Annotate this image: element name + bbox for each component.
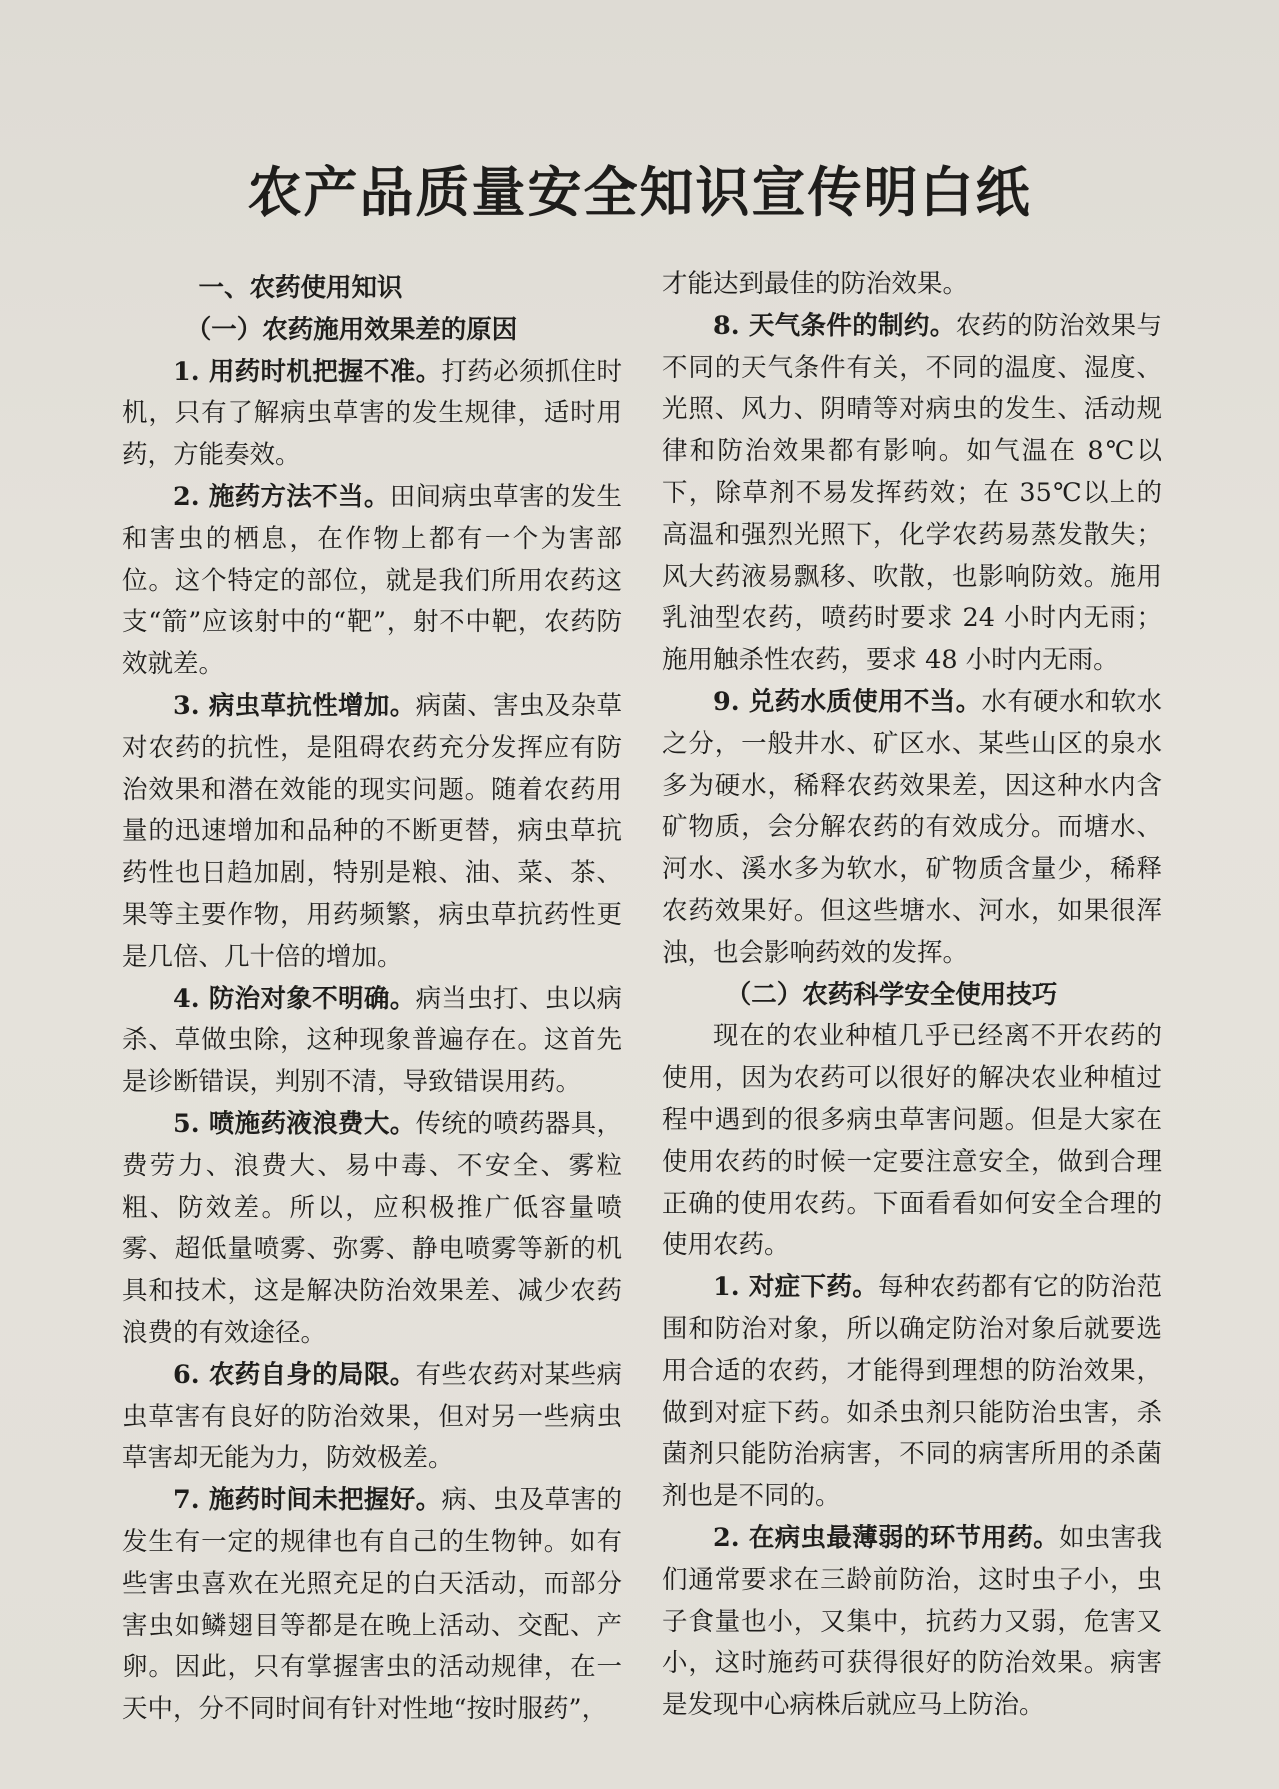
paragraph-lead: 4. 防治对象不明确。 (173, 983, 416, 1014)
paragraph (122, 686, 622, 979)
paragraph-lead: 2. 施药方法不当。 (173, 481, 390, 512)
paragraph (122, 352, 622, 477)
paragraph (122, 1480, 622, 1731)
paragraph-text: 病、虫及草害的发生有一定的规律也有自己的生物钟。如有些害虫喜欢在光照充足的白天活动，而部分害虫如鳞翅目等都是在晚上活动、交配、产卵。因此，只有掌握害虫的活动规律，在一天中，分不同时间有针对性地“按时服药”， (122, 1485, 622, 1725)
paragraph (122, 1104, 622, 1355)
paragraph (662, 1267, 1162, 1518)
paragraph-text: 水有硬水和软水之分，一般井水、矿区水、某些山区的泉水多为硬水，稀释农药效果差，因这种水内含矿物质，会分解农药的有效成分。而塘水、河水、溪水多为软水，矿物质含量少，稀释农药效果好。但这些塘水、河水，如果很浑浊，也会影响药效的发挥。 (662, 686, 1162, 968)
subsection-heading: （二）农药科学安全使用技巧 (725, 979, 1058, 1010)
paragraph-text: 病当虫打、虫以病杀、草做虫除，这种现象普遍存在。这首先是诊断错误，判别不清，导致错误用药。 (122, 983, 622, 1098)
paragraph (122, 1355, 622, 1480)
paragraph (662, 682, 1162, 975)
paragraph-lead: 8. 天气条件的制约。 (713, 310, 956, 341)
paragraph (122, 979, 622, 1104)
paragraph (662, 1518, 1162, 1727)
paragraph-text: 如虫害我们通常要求在三龄前防治，这时虫子小，虫子食量也小，又集中，抗药力又弱，危害又小，这时施药可获得很好的防治效果。病害是发现中心病株后就应马上防治。 (662, 1522, 1162, 1721)
intro-paragraph: 现在的农业种植几乎已经离不开农药的使用，因为农药可以很好的解决农业种植过程中遇到的很多病虫草害问题。但是大家在使用农药的时候一定要注意安全，做到合理正确的使用农药。下面看看如何安全合理的使用农药。 (662, 1021, 1162, 1261)
section-heading: 一、农药使用知识 (198, 273, 403, 303)
paragraph-text: 田间病虫草害的发生和害虫的栖息，在作物上都有一个为害部位。这个特定的部位，就是我们所用农药这支“箭”应该射中的“靶”，射不中靶，农药防效就差。 (122, 481, 622, 680)
paragraph-text: 传统的喷药器具，费劳力、浪费大、易中毒、不安全、雾粒粗、防效差。所以，应积极推广低容量喷雾、超低量喷雾、弥雾、静电喷雾等新的机具和技术，这是解决防治效果差、减少农药浪费的有效途径。 (122, 1108, 622, 1348)
paragraph-lead: 9. 兑药水质使用不当。 (713, 686, 982, 717)
paragraph (122, 477, 622, 686)
paragraph-lead: 6. 农药自身的局限。 (173, 1359, 416, 1390)
paragraph-lead: 5. 喷施药液浪费大。 (173, 1108, 416, 1139)
paragraph-text: 每种农药都有它的防治范围和防治对象，所以确定防治对象后就要选用合适的农药，才能得到理想的防治效果，做到对症下药。如杀虫剂只能防治虫害，杀菌剂只能防治病害，不同的病害所用的杀菌剂也是不同的。 (662, 1272, 1162, 1512)
paragraph (662, 306, 1162, 682)
paragraph-text: 农药的防治效果与不同的天气条件有关，不同的温度、湿度、光照、风力、阴晴等对病虫的发生、活动规律和防治效果都有影响。如气温在 8℃以下，除草剂不易发挥药效；在 35℃以上的高温和强烈光照下，化学农药易蒸发散失；风大药液易飘移、吹散，也影响防效。施用乳油型农药，喷药时要求 24 小时内无雨；施用触杀性农药，要求 48 小时内无雨。 (662, 310, 1162, 676)
paragraph-lead: 7. 施药时间未把握好。 (173, 1485, 442, 1516)
paragraph-text: 有些农药对某些病虫草害有良好的防治效果，但对另一些病虫草害却无能为力，防效极差。 (122, 1359, 622, 1474)
paragraph-lead: 1. 对症下药。 (713, 1272, 879, 1303)
continuation-text: 才能达到最佳的防治效果。 (662, 269, 969, 299)
subsection-heading: （一）农药施用效果差的原因 (185, 314, 518, 345)
paragraph-lead: 1. 用药时机把握不准。 (173, 356, 442, 387)
paragraph-lead: 3. 病虫草抗性增加。 (173, 690, 416, 721)
right-column (662, 264, 1162, 1727)
left-column (122, 268, 622, 1731)
page-title: 农产品质量安全知识宣传明白纸 (247, 160, 1032, 224)
paragraph-text: 病菌、害虫及杂草对农药的抗性，是阻碍农药充分发挥应有防治效果和潜在效能的现实问题。随着农药用量的迅速增加和品种的不断更替，病虫草抗药性也日趋加剧，特别是粮、油、菜、茶、果等主要作物，用药频繁，病虫草抗药性更是几倍、几十倍的增加。 (122, 690, 622, 972)
paragraph-text: 打药必须抓住时机，只有了解病虫草害的发生规律，适时用药，方能奏效。 (122, 356, 622, 471)
paragraph-lead: 2. 在病虫最薄弱的环节用药。 (713, 1522, 1059, 1553)
